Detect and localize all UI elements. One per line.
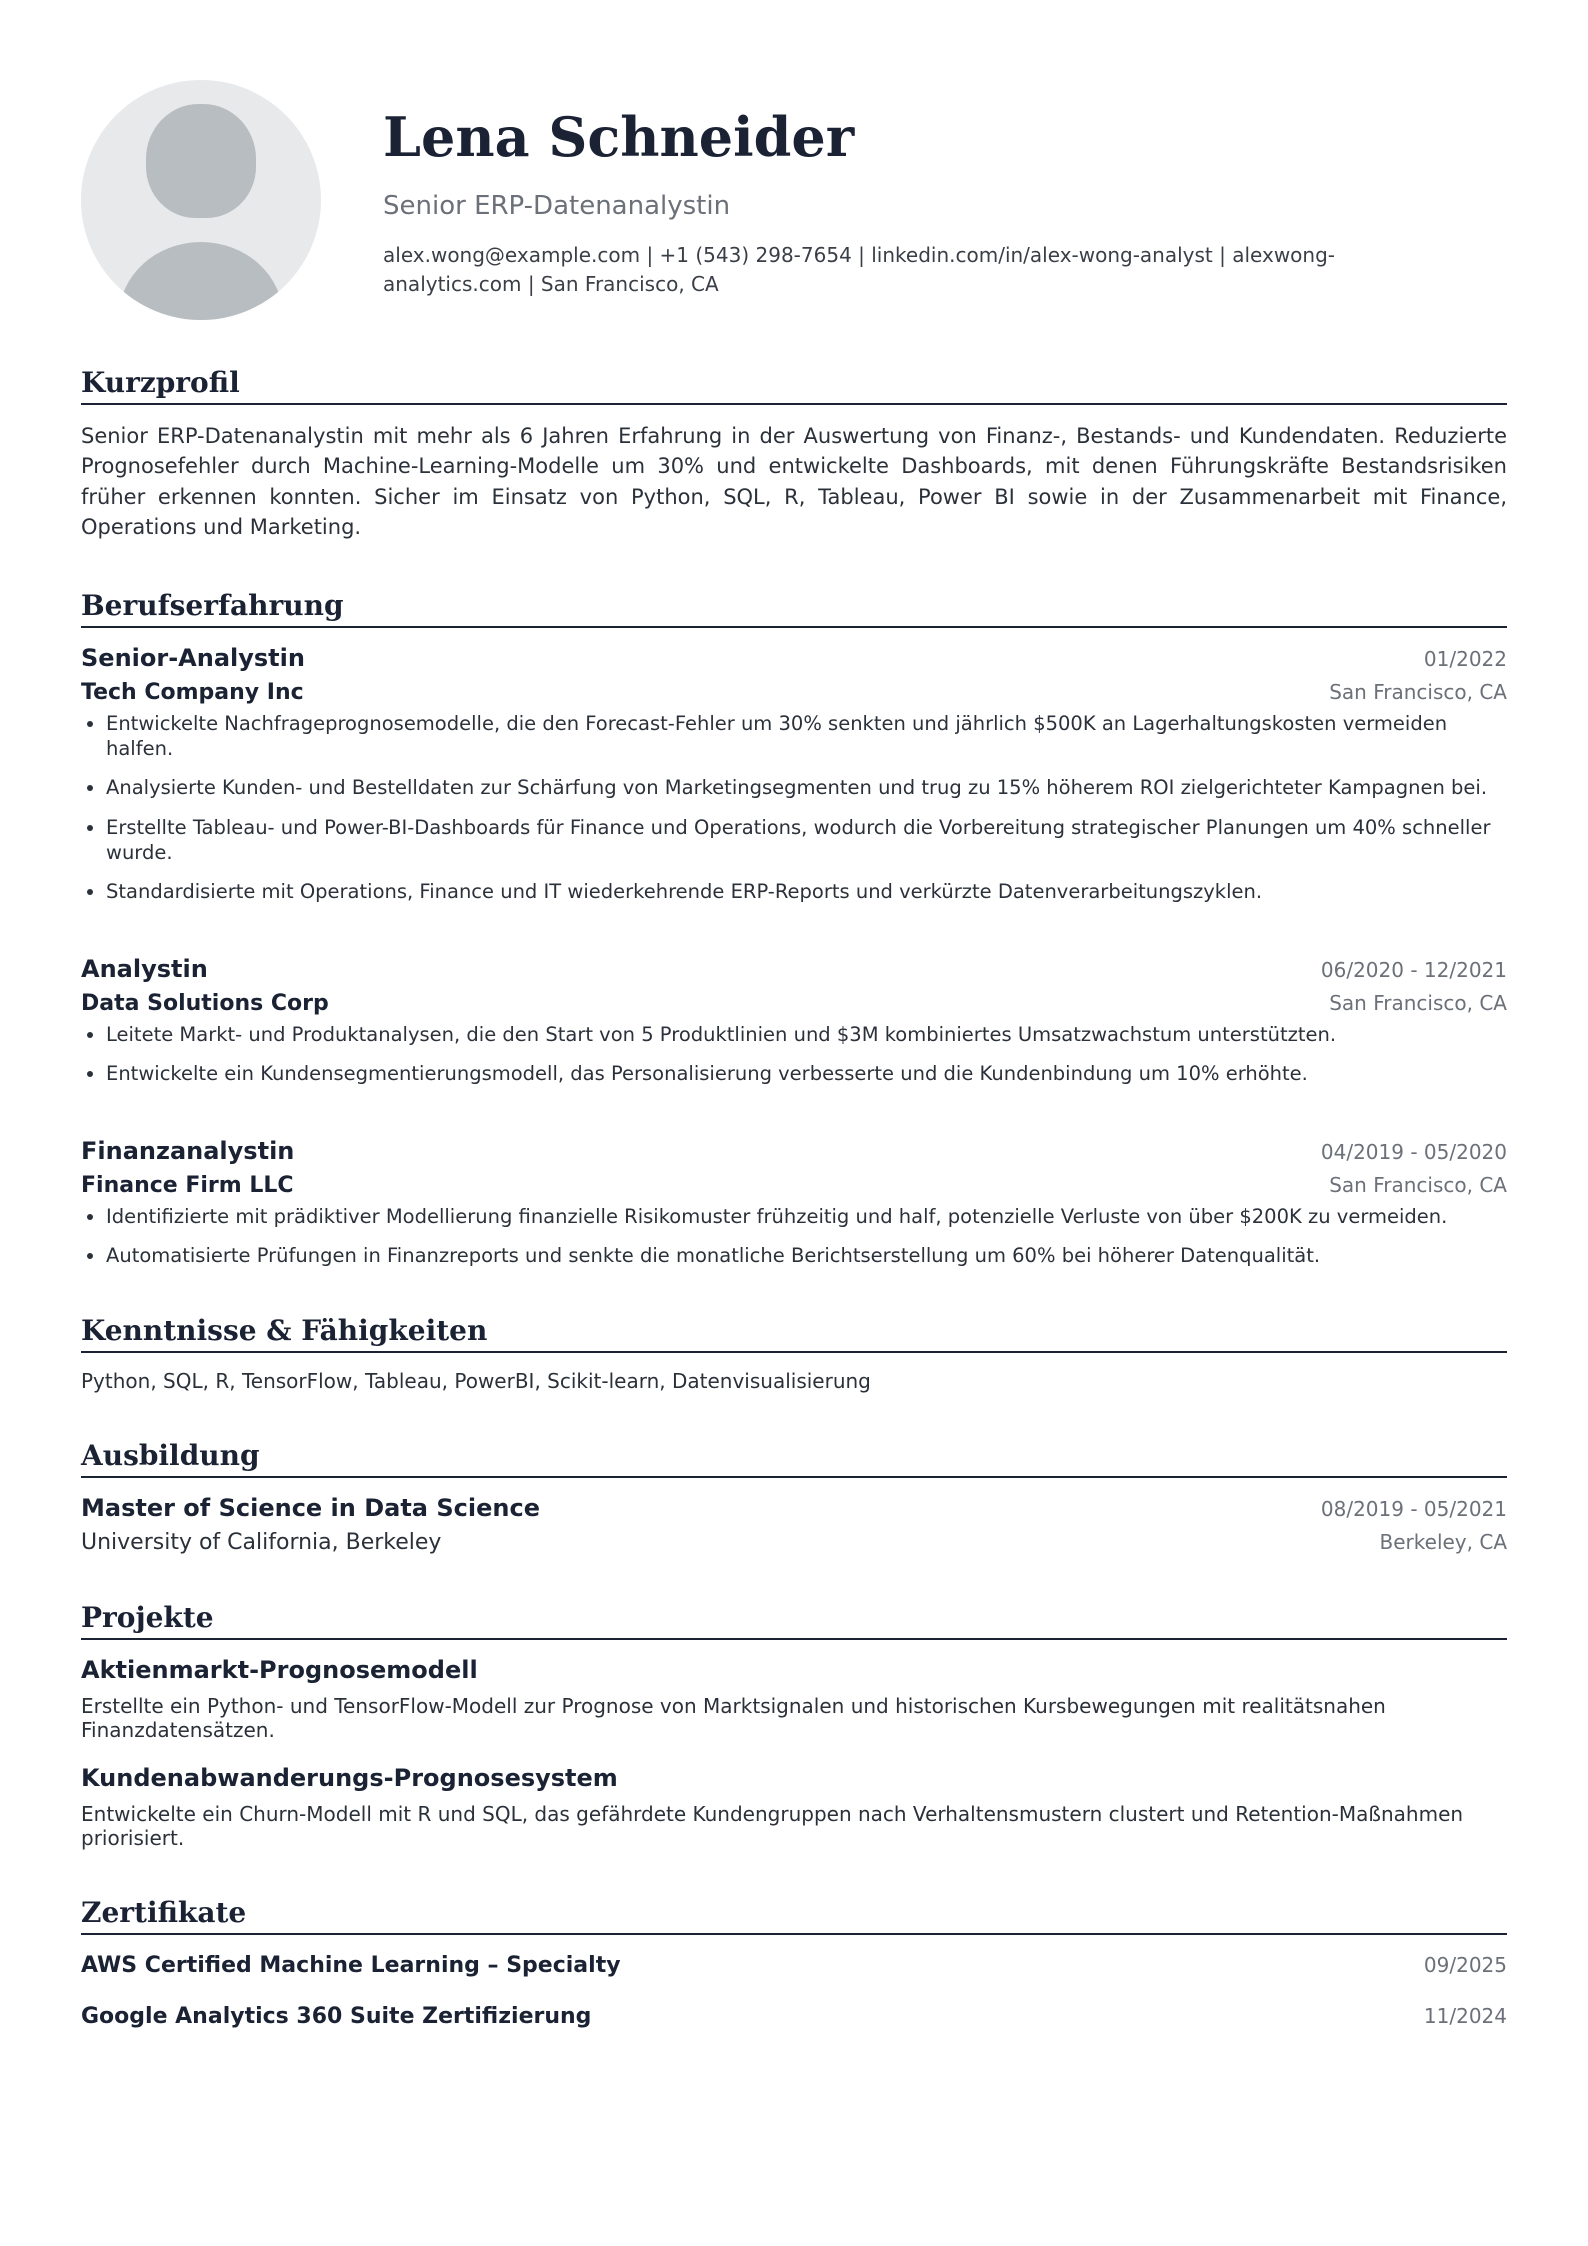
project-entry — [81, 1764, 1507, 1850]
job-location: San Francisco, CA — [1329, 679, 1507, 704]
job-entry — [81, 1137, 1507, 1269]
project-name: Kundenabwanderungs-Prognosesystem — [81, 1764, 618, 1793]
job-location: San Francisco, CA — [1329, 1172, 1507, 1197]
job-bullet: • Automatisierte Prüfungen in Finanzreports und senkte die monatliche Berichtserstellung um 60% bei höherer Datenqualität. — [106, 1243, 1507, 1268]
candidate-title: Senior ERP-Datenanalystin — [383, 191, 731, 222]
projects-section — [81, 1601, 1507, 1850]
education-section — [81, 1439, 1507, 1555]
summary-section — [81, 366, 1507, 543]
section-heading: Ausbildung — [81, 1439, 1507, 1478]
candidate-name: Lena Schneider — [383, 105, 855, 169]
project-entry — [81, 1656, 1507, 1742]
education-date: 08/2019 - 05/2021 — [1320, 1497, 1507, 1522]
job-bullets — [81, 711, 1507, 905]
resume-header — [81, 80, 1507, 320]
job-bullet: • Erstellte Tableau- und Power-BI-Dashboards für Finance und Operations, wodurch die Vorbereitung strategischer Planungen um 40% schneller wurde. — [106, 815, 1507, 866]
education-school: University of California, Berkeley — [81, 1530, 442, 1556]
section-heading: Projekte — [81, 1601, 1507, 1640]
education-location: Berkeley, CA — [1379, 1530, 1507, 1555]
experience-section — [81, 589, 1507, 1268]
job-bullet: • Standardisierte mit Operations, Finance und IT wiederkehrende ERP-Reports und verkürzte Datenverarbeitungszyklen. — [106, 879, 1507, 904]
job-entry — [81, 955, 1507, 1087]
job-bullet: • Leitete Markt- und Produktanalysen, die den Start von 5 Produktlinien und $3M kombiniertes Umsatzwachstum unterstützten. — [106, 1022, 1507, 1047]
summary-text: Senior ERP-Datenanalystin mit mehr als 6 Jahren Erfahrung in der Auswertung von Finanz-, Bestands- und Kundendaten. Reduzierte Prognosefehler durch Machine-Learning-Modelle um 30% und entwickelte Dashboards, mit denen Führungskräfte Bestandsrisiken früher erkennen konnten. Sicher im Einsatz von Python, SQL, R, Tableau, Power BI sowie in der Zusammenarbeit mit Finance, Operations und Marketing. — [81, 424, 1507, 540]
job-date: 06/2020 - 12/2021 — [1320, 957, 1507, 982]
section-heading: Zertifikate — [81, 1896, 1507, 1935]
certificate-date: 11/2024 — [1423, 2004, 1507, 2029]
certificates-section — [81, 1896, 1507, 2029]
job-date: 04/2019 - 05/2020 — [1320, 1139, 1507, 1164]
avatar-head — [146, 104, 256, 218]
avatar-placeholder-icon — [81, 80, 321, 320]
certificate-name: AWS Certified Machine Learning – Specialty — [81, 1953, 621, 1979]
contact-line: alex.wong@example.com | +1 (543) 298-7654 | linkedin.com/in/alex-wong-analyst | alexwong-analytics.com | San Francisco, CA — [383, 243, 1336, 297]
job-company: Finance Firm LLC — [81, 1172, 294, 1198]
certificate-date: 09/2025 — [1423, 1953, 1507, 1978]
job-bullet: • Identifizierte mit prädiktiver Modellierung finanzielle Risikomuster frühzeitig und half, potenzielle Verluste von über $200K zu vermeiden. — [106, 1204, 1507, 1229]
job-role: Finanzanalystin — [81, 1136, 295, 1165]
project-description: Entwickelte ein Churn-Modell mit R und SQL, das gefährdete Kundengruppen nach Verhaltensmustern clustert und Retention-Maßnahmen priorisiert. — [81, 1802, 1464, 1851]
job-company: Tech Company Inc — [81, 679, 304, 705]
avatar-body — [119, 242, 283, 320]
job-bullets — [81, 1204, 1507, 1269]
job-role: Senior-Analystin — [81, 643, 305, 672]
project-description: Erstellte ein Python- und TensorFlow-Modell zur Prognose von Marktsignalen und historischen Kursbewegungen mit realitätsnahen Finanzdatensätzen. — [81, 1694, 1386, 1743]
section-heading: Kenntnisse & Fähigkeiten — [81, 1314, 1507, 1353]
job-bullet: • Entwickelte ein Kundensegmentierungsmodell, das Personalisierung verbesserte und die Kundenbindung um 10% erhöhte. — [106, 1061, 1507, 1086]
job-bullet: • Entwickelte Nachfrageprognosemodelle, die den Forecast-Fehler um 30% senkten und jährlich $500K an Lagerhaltungskosten vermeiden halfen. — [106, 711, 1507, 762]
section-heading: Berufserfahrung — [81, 589, 1507, 628]
certificate-entry — [81, 1953, 1507, 1978]
skills-text: Python, SQL, R, TensorFlow, Tableau, PowerBI, Scikit-learn, Datenvisualisierung — [81, 1369, 871, 1394]
job-entry — [81, 644, 1507, 905]
project-name: Aktienmarkt-Prognosemodell — [81, 1656, 478, 1685]
job-location: San Francisco, CA — [1329, 990, 1507, 1015]
certificate-entry — [81, 2004, 1507, 2029]
job-bullets — [81, 1022, 1507, 1087]
job-company: Data Solutions Corp — [81, 990, 329, 1016]
education-degree: Master of Science in Data Science — [81, 1494, 540, 1523]
header-text — [383, 80, 1443, 299]
skills-section — [81, 1314, 1507, 1393]
job-role: Analystin — [81, 954, 208, 983]
certificate-name: Google Analytics 360 Suite Zertifizierung — [81, 2004, 592, 2030]
job-date: 01/2022 — [1423, 646, 1507, 671]
job-bullet: • Analysierte Kunden- und Bestelldaten zur Schärfung von Marketingsegmenten und trug zu 15% höherem ROI zielgerichteter Kampagnen bei. — [106, 775, 1507, 800]
section-heading: Kurzprofil — [81, 366, 1507, 405]
